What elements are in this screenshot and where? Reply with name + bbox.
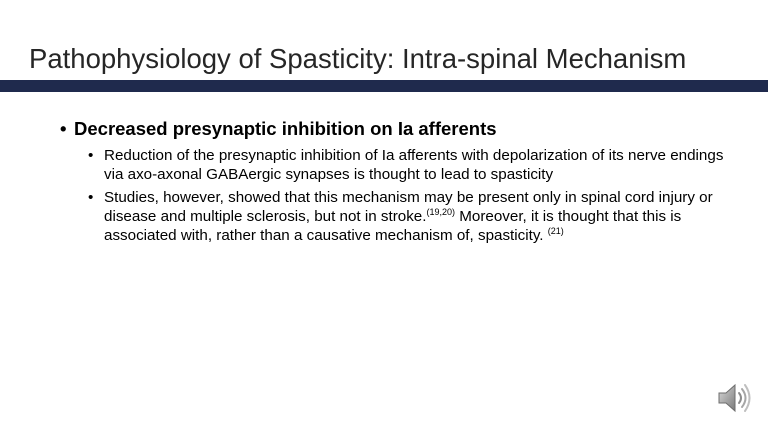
sub-bullet-list (60, 146, 740, 245)
citation-21: (21) (547, 226, 564, 236)
main-bullet-text: Decreased presynaptic inhibition on Ia afferents (74, 118, 497, 139)
sub-bullet-1 (60, 146, 740, 184)
sub-bullet-2-text-a: Studies, however, showed that this mechanism may be present only in spinal cord injury or disease and multiple sclerosis, but not in stroke. (104, 189, 713, 225)
speaker-icon[interactable] (716, 380, 754, 416)
citation-19-20: (19,20) (426, 207, 456, 217)
sub-bullet-2 (60, 188, 740, 245)
bullet-dot: • (88, 147, 94, 164)
main-bullet (60, 116, 740, 142)
title-underline-bar (0, 80, 768, 92)
sub-bullet-1-text: Reduction of the presynaptic inhibition of Ia afferents with depolarization of its nerve endings via axo-axonal GABAergic synapses is thought to lead to spasticity (104, 147, 724, 183)
slide-title: Pathophysiology of Spasticity: Intra-spinal Mechanism (29, 43, 687, 74)
bullet-dot: • (60, 118, 67, 139)
sub-bullet-2-text-b: Moreover, it is thought that this is associated with, rather than a causative mechanism of, spasticity. (104, 208, 682, 244)
bullet-dot: • (88, 189, 94, 206)
slide-content (60, 116, 740, 249)
